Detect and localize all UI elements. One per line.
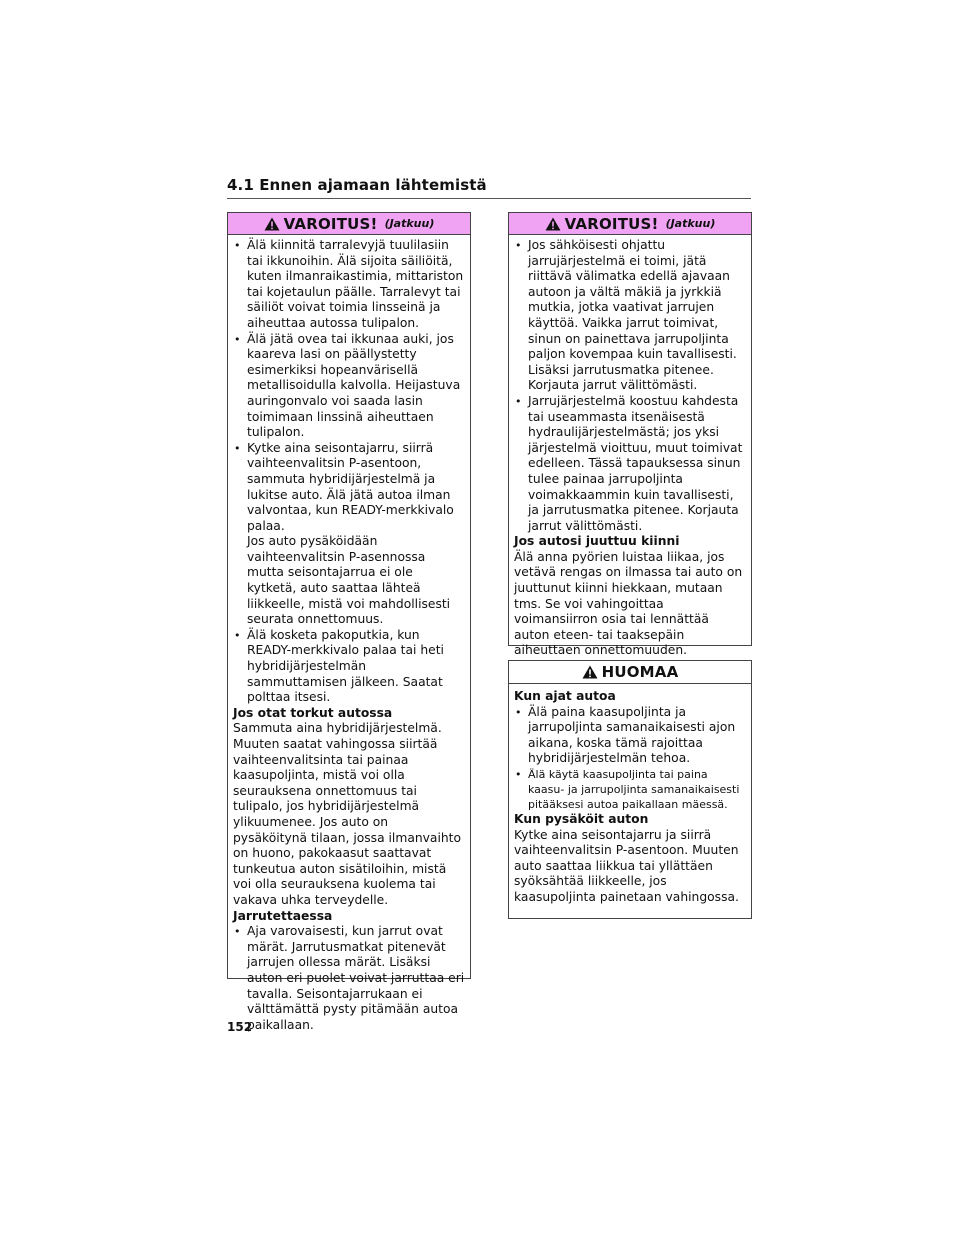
paragraph: Älä anna pyörien luistaa liikaa, jos vetävä rengas on ilmassa tai auto on juuttunut kiinni hiekkaan, mutaan tms. Se voi vahingoittaa voimansiirron osia tai lennättää auton eteen- tai taaksepäin aiheuttaen onnettomuuden. [514,549,743,658]
subheading: Kun pysäköit auton [514,811,649,826]
note-title: HUOMAA [601,663,679,681]
list-item-continuation: Jos auto pysäköidään vaihteenvalitsin P-asennossa mutta seisontajarrua ei ole kytketä, auto saattaa lähteä liikkeelle, mistä voi mahdollisesti seurata onnettomuus. [247,534,451,627]
subheading: Jos autosi juuttuu kiinni [514,534,680,549]
continued-label: (Jatkuu) [665,217,716,230]
warning-triangle-icon [582,665,598,679]
warning-triangle-icon [545,217,561,231]
warning-triangle-icon [264,217,280,231]
subheading: Kun ajat autoa [514,689,616,703]
list-item: • Älä kiinnitä tarralevyjä tuulilasiin tai ikkunoihin. Älä sijoita säiliöitä, kuten ilmanraikastimia, mittariston tai kojetaulun päälle. Tarralevyt tai säiliöt voivat toimia linsseinä ja aiheuttaa autossa tulipalon. [233,238,465,332]
section-title: 4.1 Ennen ajamaan lähtemistä [227,176,487,194]
list-item: • Jos sähköisesti ohjattu jarrujärjestelmä ei toimi, jätä riittävä välimatka edellä ajavaan autoon ja vältä mäkiä ja jyrkkiä mutkia, jotka vaativat jarrujen käyttöä. Vaikka jarrut toimivat, sinun on painettava jarrupoljinta paljon kovempaa kuin tavallisesti. Lisäksi jarrutusmatka pitenee. Korjauta jarrut välittömästi. [514,238,746,394]
note-box [508,660,752,919]
list-item: • Älä jätä ovea tai ikkunaa auki, jos kaareva lasi on päällystetty esimerkiksi hopeanvärisellä metallisoidulla kalvolla. Heijastuva auringonvalo voi saada lasin toimimaan linssinä aiheuttaen tulipalon. [233,332,465,441]
list-item: • Jarrujärjestelmä koostuu kahdesta tai useammasta itsenäisestä hydraulijärjestelmästä; jos yksi järjestelmä vioittuu, muut toimivat edelleen. Tässä tapauksessa sinun tulee painaa jarrupoljinta voimakkaammin kuin tavallisesti, ja jarrutusmatka pitenee. Korjauta jarrut välittömästi. [514,394,746,534]
warning-box-right [508,212,752,658]
list-item: • Aja varovaisesti, kun jarrut ovat märät. Jarrutusmatkat pitenevät jarrujen ollessa märät. Lisäksi auton eri puolet voivat jarruttaa eri tavalla. Seisontajarrukaan ei välttämättä pysty pitämään autoa paikallaan. [233,924,465,1033]
subheading: Jarrutettaessa [233,908,333,923]
list-item: • Älä paina kaasupoljinta ja jarrupoljinta samanaikaisesti ajon aikana, koska tämä rajoittaa hybridijärjestelmän tehoa. [514,705,746,767]
section-divider [227,198,751,199]
warning-title: VAROITUS! [283,214,378,233]
warning-header [509,213,751,235]
note-header [509,661,751,684]
page-number: 152 [227,1020,253,1034]
paragraph: Kytke aina seisontajarru ja siirrä vaihteenvalitsin P-asentoon. Muuten auto saattaa liikkua tai yllättäen syöksähtää liikkeelle, jos kaasupoljinta painetaan vahingossa. [514,827,739,904]
warning-header [228,213,470,235]
list-item: • Älä kosketa pakoputkia, kun READY-merkkivalo palaa tai heti hybridijärjestelmän sammuttamisen jälkeen. Saatat polttaa itsesi. [233,628,465,706]
warning-title: VAROITUS! [564,214,659,233]
list-item: • Kytke aina seisontajarru, siirrä vaihteenvalitsin P-asentoon, sammuta hybridijärjestelmä ja lukitse auto. Älä jätä autoa ilman valvontaa, kun READY-merkkivalo palaa. [233,441,465,535]
continued-label: (Jatkuu) [384,217,435,230]
list-item: • Älä käytä kaasupoljinta tai paina kaasu- ja jarrupoljinta samanaikaisesti pitääksesi autoa paikallaan mäessä. [514,767,746,812]
subheading: Jos otat torkut autossa [233,705,393,720]
paragraph: Sammuta aina hybridijärjestelmä. Muuten saatat vahingossa siirtää vaihteenvalitsinta tai painaa kaasupoljinta, mistä voi olla seurauksena onnettomuus tai tulipalo, jos hybridijärjestelmä ylikuumenee. Jos auto on pysäköitynä tilaan, jossa ilmanvaihto on huono, pakokaasut saattavat tunkeutua auton sisätiloihin, mistä voi olla seurauksena kuolema tai vakava uhka terveydelle. [233,721,462,907]
